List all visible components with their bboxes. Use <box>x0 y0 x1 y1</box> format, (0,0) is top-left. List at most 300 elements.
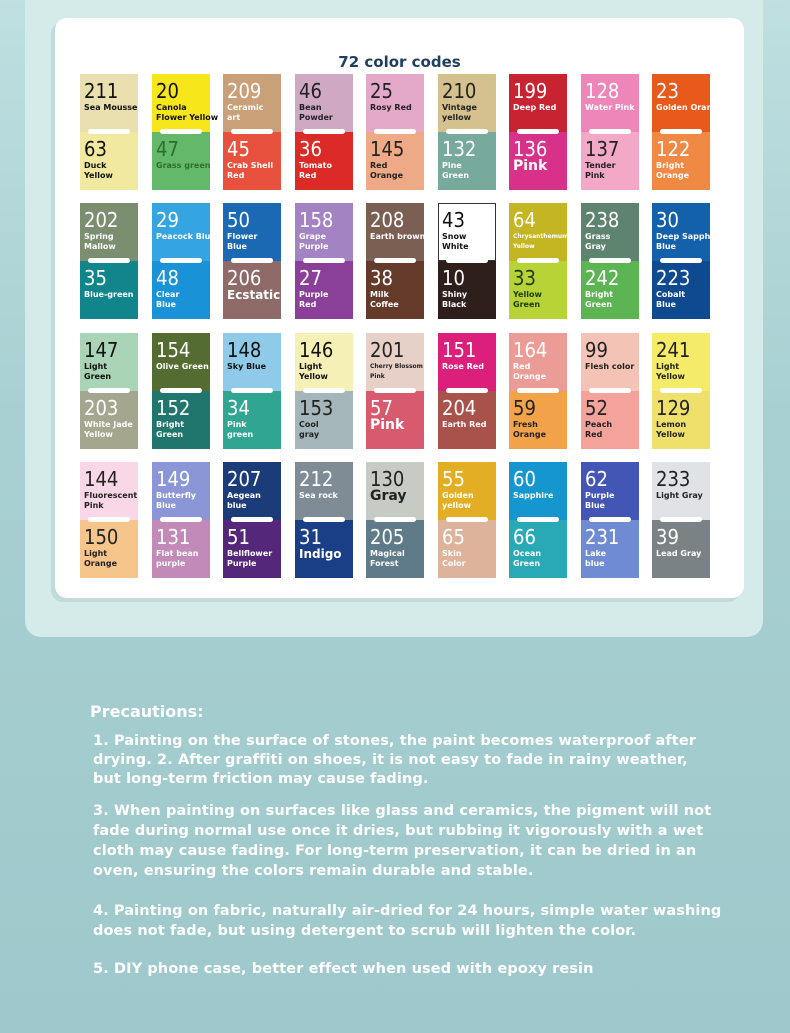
color-swatch <box>366 391 424 449</box>
divider-bar <box>160 517 202 522</box>
color-swatch <box>295 391 353 449</box>
color-swatch <box>152 132 210 190</box>
color-swatch <box>652 261 710 319</box>
color-swatch-pair <box>581 203 639 319</box>
color-name: Blue-green <box>84 290 134 299</box>
color-code: 212 <box>299 467 334 491</box>
color-swatch <box>366 132 424 190</box>
color-name: Pine Green <box>442 161 470 180</box>
color-swatch-pair <box>509 462 567 578</box>
color-code: 136 <box>513 137 548 161</box>
color-swatch <box>581 391 639 449</box>
color-code: 149 <box>156 467 191 491</box>
color-code: 204 <box>442 396 477 420</box>
color-swatch <box>295 132 353 190</box>
color-code: 45 <box>227 137 250 161</box>
color-swatch-pair <box>581 462 639 578</box>
precaution-line: 4. Painting on fabric, naturally air-dried for 24 hours, simple water washing <box>93 903 722 919</box>
color-code: 145 <box>370 137 405 161</box>
color-swatch <box>509 132 567 190</box>
color-swatch-pair <box>438 462 496 578</box>
color-name: Bean Powder <box>299 103 333 122</box>
color-swatch <box>152 462 210 520</box>
color-swatch <box>80 462 138 520</box>
color-name: Earth Red <box>442 420 487 429</box>
color-swatch <box>652 203 723 261</box>
precaution-line: does not fade, but using detergent to scrub will lighten the color. <box>93 923 637 939</box>
color-code: 52 <box>585 396 608 420</box>
precaution-line: oven, ensuring the colors remain durable and stable. <box>93 863 534 879</box>
color-swatch <box>80 520 138 578</box>
color-name: Sea rock <box>299 491 338 500</box>
precaution-line: drying. 2. After graffiti on shoes, it is not easy to fade in rainy weather, <box>93 752 688 768</box>
color-code: 25 <box>370 79 393 103</box>
divider-bar <box>589 129 631 134</box>
color-name: Pink green <box>227 420 254 439</box>
divider-bar <box>374 517 416 522</box>
precaution-line: cloth may cause fading. For long-term preservation, it can be dried in an <box>93 843 697 859</box>
color-code: 148 <box>227 338 262 362</box>
color-code: 130 <box>370 467 405 491</box>
color-swatch <box>581 261 639 319</box>
color-code: 199 <box>513 79 548 103</box>
color-code: 131 <box>156 525 191 549</box>
precaution-line: 3. When painting on surfaces like glass and ceramics, the pigment will not <box>93 803 712 819</box>
color-name: Ocean Green <box>513 549 542 568</box>
color-code: 64 <box>513 208 536 232</box>
divider-bar <box>446 258 488 263</box>
color-swatch-pair <box>652 203 723 319</box>
color-code: 153 <box>299 396 334 420</box>
color-code: 241 <box>656 338 691 362</box>
divider-bar <box>374 388 416 393</box>
color-swatch <box>366 333 424 391</box>
color-swatch-pair <box>152 203 216 319</box>
color-swatch <box>438 462 496 520</box>
color-code: 150 <box>84 525 119 549</box>
color-swatch <box>80 203 138 261</box>
color-code: 27 <box>299 266 322 290</box>
color-swatch <box>223 74 281 132</box>
color-swatch <box>295 74 353 132</box>
color-code: 209 <box>227 79 262 103</box>
color-swatch-pair <box>223 333 281 449</box>
color-swatch-pair <box>223 74 281 190</box>
divider-bar <box>517 129 559 134</box>
color-code: 211 <box>84 79 119 103</box>
color-name: Grass green <box>156 161 211 170</box>
color-code: 208 <box>370 208 405 232</box>
color-code: 99 <box>585 338 608 362</box>
color-name: Indigo <box>299 547 342 561</box>
color-name: Magical Forest <box>370 549 405 568</box>
color-name: Purple Red <box>299 290 329 309</box>
color-name: Light Green <box>84 362 112 381</box>
color-name: Shiny Black <box>442 290 468 309</box>
color-swatch <box>295 520 353 578</box>
color-name: Gray <box>370 488 407 504</box>
color-name: Flesh color <box>585 362 635 371</box>
color-code: 35 <box>84 266 107 290</box>
color-name: Aegean blue <box>227 491 261 510</box>
color-name: Golden Orange <box>656 103 724 112</box>
divider-bar <box>589 517 631 522</box>
color-code: 147 <box>84 338 119 362</box>
color-code: 238 <box>585 208 620 232</box>
color-name: Butterfly Blue <box>156 491 196 510</box>
color-code: 36 <box>299 137 322 161</box>
color-swatch-pair <box>80 203 138 319</box>
color-name: Fluorescent Pink <box>84 491 138 510</box>
color-swatch <box>581 462 639 520</box>
color-swatch <box>223 132 281 190</box>
divider-bar <box>160 388 202 393</box>
color-swatch <box>652 132 710 190</box>
divider-bar <box>374 258 416 263</box>
color-name: Flat bean purple <box>156 549 199 568</box>
color-swatch <box>152 74 219 132</box>
color-name: Deep Sapphire Blue <box>656 232 723 251</box>
color-code: 66 <box>513 525 536 549</box>
color-swatch <box>438 333 496 391</box>
color-name: Bright Green <box>156 420 185 439</box>
color-name: Light Orange <box>84 549 117 568</box>
color-name: Canola Flower Yellow <box>156 103 219 122</box>
color-code: 30 <box>656 208 679 232</box>
color-swatch <box>438 391 496 449</box>
color-swatch <box>366 261 424 319</box>
color-swatch <box>581 520 639 578</box>
color-swatch-pair <box>223 203 281 319</box>
color-name: Lake blue <box>585 549 607 568</box>
color-name: Flower Blue <box>227 232 258 251</box>
color-code: 23 <box>656 79 679 103</box>
color-swatch <box>652 462 710 520</box>
color-code: 50 <box>227 208 250 232</box>
color-swatch-pair <box>366 74 424 190</box>
color-code: 205 <box>370 525 405 549</box>
color-code: 146 <box>299 338 334 362</box>
color-code: 29 <box>156 208 179 232</box>
color-swatch-pair <box>295 462 353 578</box>
color-swatch <box>223 391 281 449</box>
color-name: Olive Green <box>156 362 209 371</box>
color-swatch <box>295 333 353 391</box>
color-swatch-pair <box>152 333 210 449</box>
color-name: Chrysanthemum Yellow <box>513 233 569 250</box>
color-swatch <box>366 74 424 132</box>
color-swatch-pair <box>295 333 353 449</box>
color-swatch-pair <box>652 333 710 449</box>
precaution-line: fade during normal use once it dries, but rubbing it vigorously with a wet <box>93 823 704 839</box>
color-name: Bright Green <box>585 290 614 309</box>
color-code: 33 <box>513 266 536 290</box>
color-swatch <box>509 203 567 261</box>
color-name: Duck Yellow <box>84 161 113 180</box>
divider-bar <box>231 258 273 263</box>
divider-bar <box>660 517 702 522</box>
precautions-heading: Precautions: <box>90 702 204 721</box>
color-name: Vintage yellow <box>442 103 477 122</box>
color-name: Bright Orange <box>656 161 689 180</box>
color-swatch <box>581 333 639 391</box>
divider-bar <box>160 129 202 134</box>
color-code: 151 <box>442 338 477 362</box>
color-swatch <box>366 203 424 261</box>
divider-bar <box>88 258 130 263</box>
color-code: 55 <box>442 467 465 491</box>
color-code: 20 <box>156 79 179 103</box>
color-swatch <box>152 203 216 261</box>
divider-bar <box>303 517 345 522</box>
color-grid <box>80 74 724 579</box>
color-swatch <box>581 74 639 132</box>
color-swatch <box>366 462 424 520</box>
color-swatch <box>509 261 567 319</box>
precaution-line: 1. Painting on the surface of stones, the paint becomes waterproof after <box>93 733 697 749</box>
color-swatch <box>80 261 138 319</box>
color-name: Milk Coffee <box>370 290 399 309</box>
color-swatch <box>438 203 496 261</box>
color-swatch <box>509 520 567 578</box>
color-code: 129 <box>656 396 691 420</box>
divider-bar <box>88 517 130 522</box>
color-name: Cherry Blossom Pink <box>370 363 423 380</box>
color-name: Light Yellow <box>656 362 685 381</box>
color-swatch <box>652 391 710 449</box>
color-code: 201 <box>370 338 405 362</box>
color-swatch <box>223 520 281 578</box>
color-swatch <box>366 520 424 578</box>
color-name: Light Yellow <box>299 362 328 381</box>
divider-bar <box>88 388 130 393</box>
color-swatch <box>438 520 496 578</box>
color-name: Ceramic art <box>227 103 264 122</box>
color-code: 65 <box>442 525 465 549</box>
color-code: 57 <box>370 396 393 420</box>
color-swatch-pair <box>652 462 710 578</box>
color-swatch <box>581 203 639 261</box>
color-code: 10 <box>442 266 465 290</box>
color-name: Tomato Red <box>299 161 332 180</box>
color-code: 154 <box>156 338 191 362</box>
precaution-line: but long-term friction may cause fading. <box>93 771 429 787</box>
color-code: 38 <box>370 266 393 290</box>
color-name: Rose Red <box>442 362 484 371</box>
color-name: Bellflower Purple <box>227 549 273 568</box>
color-code: 46 <box>299 79 322 103</box>
color-swatch-pair <box>438 333 496 449</box>
color-swatch <box>509 391 567 449</box>
color-code: 242 <box>585 266 620 290</box>
color-name: Peacock Blue <box>156 232 216 241</box>
divider-bar <box>160 258 202 263</box>
color-name: Lead Gray <box>656 549 702 558</box>
color-name: Sky Blue <box>227 362 267 371</box>
color-name: Yellow Green <box>513 290 542 309</box>
color-swatch-pair <box>581 74 639 190</box>
color-code: 128 <box>585 79 620 103</box>
color-swatch <box>223 203 281 261</box>
divider-bar <box>446 517 488 522</box>
color-name: Pink <box>513 158 548 174</box>
color-code: 34 <box>227 396 250 420</box>
color-swatch-pair <box>366 462 424 578</box>
color-name: Snow White <box>442 232 469 251</box>
color-swatch <box>152 520 210 578</box>
color-swatch <box>438 261 496 319</box>
color-swatch-pair <box>438 203 496 319</box>
color-code: 60 <box>513 467 536 491</box>
divider-bar <box>589 388 631 393</box>
color-swatch <box>295 203 353 261</box>
divider-bar <box>517 388 559 393</box>
divider-bar <box>589 258 631 263</box>
color-code: 144 <box>84 467 119 491</box>
color-name: Grass Gray <box>585 232 611 251</box>
color-name: Golden yellow <box>442 491 474 510</box>
color-name: Sapphire <box>513 491 554 500</box>
color-name: Sea Mousse <box>84 103 138 112</box>
divider-bar <box>660 129 702 134</box>
color-swatch-pair <box>438 74 496 190</box>
color-swatch <box>581 132 639 190</box>
color-swatch <box>152 391 210 449</box>
card-title: 72 color codes <box>338 53 461 71</box>
divider-bar <box>446 129 488 134</box>
color-name: Tender Pink <box>585 161 616 180</box>
color-swatch-pair <box>509 203 567 319</box>
color-swatch <box>152 261 210 319</box>
color-name: Spring Mallow <box>84 232 116 251</box>
color-code: 39 <box>656 525 679 549</box>
color-swatch-pair <box>223 462 281 578</box>
color-code: 164 <box>513 338 548 362</box>
color-name: Cobalt Blue <box>656 290 686 309</box>
color-name: White Jade Yellow <box>84 420 133 439</box>
color-swatch-pair <box>152 74 219 190</box>
divider-bar <box>231 517 273 522</box>
color-swatch <box>295 261 353 319</box>
divider-bar <box>231 129 273 134</box>
color-code: 152 <box>156 396 191 420</box>
color-name: Purple Blue <box>585 491 615 510</box>
color-name: Earth brown <box>370 232 426 241</box>
color-code: 202 <box>84 208 119 232</box>
color-name: Peach Red <box>585 420 613 439</box>
divider-bar <box>88 129 130 134</box>
color-code: 62 <box>585 467 608 491</box>
color-name: Light Gray <box>656 491 703 500</box>
color-code: 233 <box>656 467 691 491</box>
color-swatch <box>509 462 567 520</box>
color-code: 31 <box>299 525 322 549</box>
color-swatch <box>438 74 496 132</box>
color-swatch <box>438 132 496 190</box>
color-code: 210 <box>442 79 477 103</box>
color-name: Crab Shell Red <box>227 161 274 180</box>
color-name: Clear Blue <box>156 290 180 309</box>
color-code: 59 <box>513 396 536 420</box>
color-swatch <box>652 74 724 132</box>
color-name: Red Orange <box>513 362 546 381</box>
color-name: Cool gray <box>299 420 320 439</box>
color-swatch <box>223 462 281 520</box>
color-swatch-pair <box>80 462 138 578</box>
divider-bar <box>231 388 273 393</box>
color-name: Pink <box>370 417 405 433</box>
color-swatch <box>152 333 210 391</box>
color-swatch-pair <box>295 74 353 190</box>
color-swatch <box>80 74 138 132</box>
color-swatch-pair <box>366 333 424 449</box>
divider-bar <box>374 129 416 134</box>
color-code: 132 <box>442 137 477 161</box>
color-code: 137 <box>585 137 620 161</box>
color-swatch <box>509 74 567 132</box>
divider-bar <box>303 388 345 393</box>
precaution-line: 5. DIY phone case, better effect when used with epoxy resin <box>93 961 594 977</box>
color-code: 48 <box>156 266 179 290</box>
color-swatch-pair <box>295 203 353 319</box>
color-code: 206 <box>227 266 262 290</box>
color-code: 51 <box>227 525 250 549</box>
color-code: 203 <box>84 396 119 420</box>
color-code: 122 <box>656 137 691 161</box>
color-code: 207 <box>227 467 262 491</box>
color-code: 63 <box>84 137 107 161</box>
divider-bar <box>303 258 345 263</box>
divider-bar <box>303 129 345 134</box>
divider-bar <box>517 258 559 263</box>
color-swatch <box>295 462 353 520</box>
color-swatch <box>223 333 281 391</box>
color-code: 43 <box>442 208 465 232</box>
color-swatch-pair <box>509 333 567 449</box>
color-swatch <box>652 333 710 391</box>
color-swatch-pair <box>366 203 424 319</box>
color-swatch-pair <box>152 462 210 578</box>
divider-bar <box>660 258 702 263</box>
divider-bar <box>446 388 488 393</box>
color-swatch-pair <box>652 74 724 190</box>
color-name: Skin Color <box>442 549 466 568</box>
divider-bar <box>660 388 702 393</box>
color-name: Red Orange <box>370 161 403 180</box>
color-name: Rosy Red <box>370 103 412 112</box>
color-swatch-pair <box>581 333 639 449</box>
color-swatch-pair <box>509 74 567 190</box>
color-code: 47 <box>156 137 179 161</box>
color-name: Ecstatic <box>227 288 281 302</box>
color-name: Water Pink <box>585 103 635 112</box>
color-swatch <box>652 520 710 578</box>
color-name: Lemon Yellow <box>656 420 687 439</box>
color-swatch-pair <box>80 333 138 449</box>
color-code: 231 <box>585 525 620 549</box>
color-swatch <box>80 132 138 190</box>
color-swatch-pair <box>80 74 138 190</box>
divider-bar <box>517 517 559 522</box>
color-name: Deep Red <box>513 103 557 112</box>
color-swatch <box>80 391 138 449</box>
color-swatch <box>223 261 281 319</box>
color-code: 223 <box>656 266 691 290</box>
color-code: 158 <box>299 208 334 232</box>
color-swatch <box>509 333 567 391</box>
color-name: Grape Purple <box>299 232 329 251</box>
color-swatch <box>80 333 138 391</box>
